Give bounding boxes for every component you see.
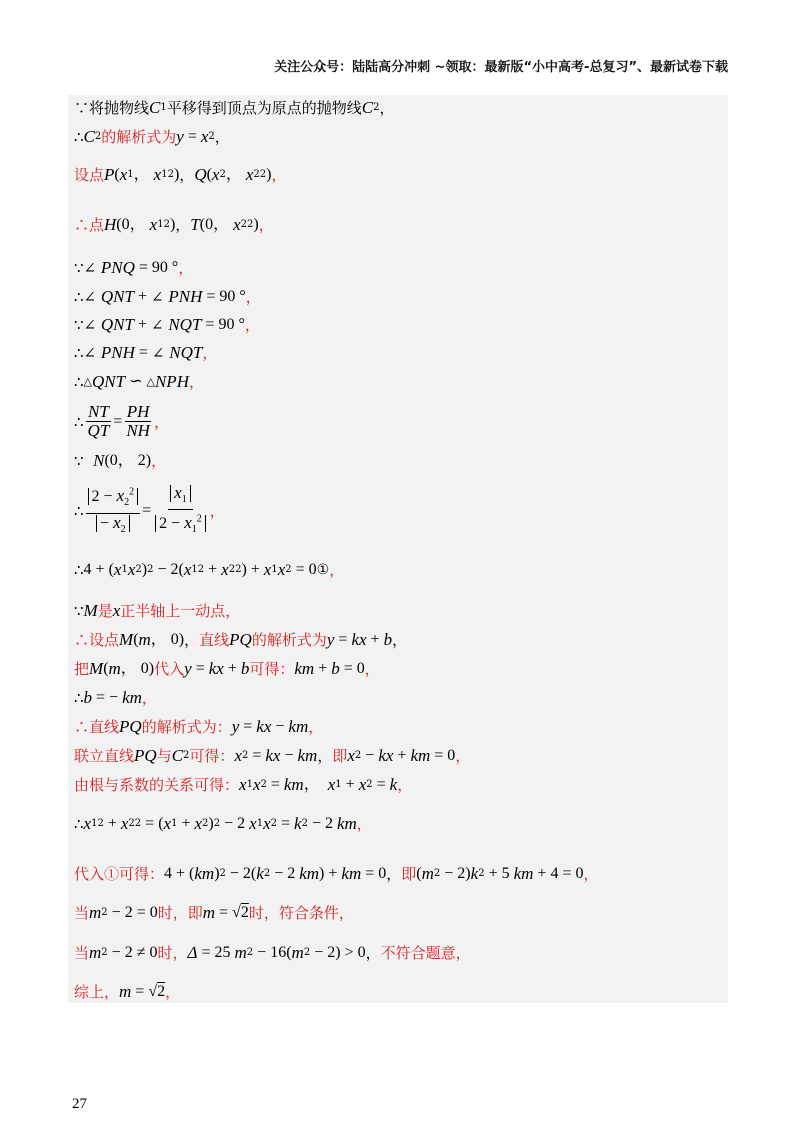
line-4: ∴点 H (0， x 1 2 ) ， T (0， x 2 2 ) ， xyxy=(74,215,274,234)
line-17: ∴ b = − km ， xyxy=(74,688,157,707)
line-7: ∵∠ QNT + ∠ NQT = 90 ° ， xyxy=(74,315,260,334)
line-21: ∴ x 1 2 + x 2 2 = ( x 1 + x 2 ) 2 − 2 x 1 x 2 = k 2 − 2 km ， xyxy=(74,814,372,833)
line-15: ∴设点 M ( m ， 0) ， 直线 PQ 的解析式为 y = kx + b ， xyxy=(74,630,408,649)
line-12: ∴ $\frac{2 - x_2^2}{- x_2}$ = $\frac{x_1}{2 - x_1^2}$ ， xyxy=(74,483,225,535)
line-3: 设点 P ( x 1 ， x 1 2 ) ， Q ( x 2 ， x 2 2 ) ， xyxy=(74,165,287,184)
line-5: ∵∠ PNQ = 90 ° ， xyxy=(74,258,194,277)
line-2: ∴ C 2 的解析式为 y = x 2 ， xyxy=(74,127,230,146)
line-6: ∴∠ QNT + ∠ PNH = 90 ° ， xyxy=(74,287,261,306)
line-23: 当 m 2 − 2 = 0 时，即 m = √2 时，符合条件， xyxy=(74,903,354,922)
line-18: ∴直线 PQ 的解析式为： y = kx − km ， xyxy=(74,717,324,736)
line-16: 把 M ( m ， 0) 代入 y = kx + b 可得： km + b = 0 ， xyxy=(74,659,380,678)
line-24: 当 m 2 − 2 ≠ 0 时， Δ = 25 m 2 − 16( m 2 − 2) > 0 ， 不符合题意， xyxy=(74,943,471,962)
line-11: ∵ N (0， 2) ， xyxy=(74,451,167,470)
page-header: 关注公众号：陆陆高分冲刺 ~领取：最新版“小中高考-总复习”、最新试卷下载 xyxy=(274,60,728,75)
line-22: 代入①可得： 4 + ( km ) 2 − 2( k 2 − 2 km ) + km = 0 ， 即 ( m 2 − 2) k 2 + 5 km + 4 = 0 ， xyxy=(74,864,599,883)
line-13: ∴ 4 + ( x 1 x 2 ) 2 − 2( x 1 2 + x 2 2 ) + x 1 x 2 = 0 ① ， xyxy=(74,560,345,579)
line-14: ∵ M 是 x 正半轴上一动点， xyxy=(74,601,241,620)
line-25: 综上， m = √2 ， xyxy=(74,982,181,1001)
line-10: ∴ $\frac{NT}{QT}$ = $\frac{PH}{NH}$ ， xyxy=(74,402,169,440)
page-number: 27 xyxy=(72,1096,87,1112)
line-8: ∴∠ PNH = ∠ NQT ， xyxy=(74,343,218,362)
line-20: 由根与系数的关系可得： x 1 x 2 = km ， x 1 + x 2 = k ， xyxy=(74,775,413,794)
line-1: ∵将抛物线 C 1 平移得到顶点为原点的抛物线 C 2 ， xyxy=(74,98,395,117)
line-9: ∴ △ QNT ∽ △ NPH ， xyxy=(74,372,204,391)
line-19: 联立直线 PQ 与 C 2 可得： x 2 = kx − km ， 即 x 2 − kx + km = 0 ， xyxy=(74,746,471,765)
